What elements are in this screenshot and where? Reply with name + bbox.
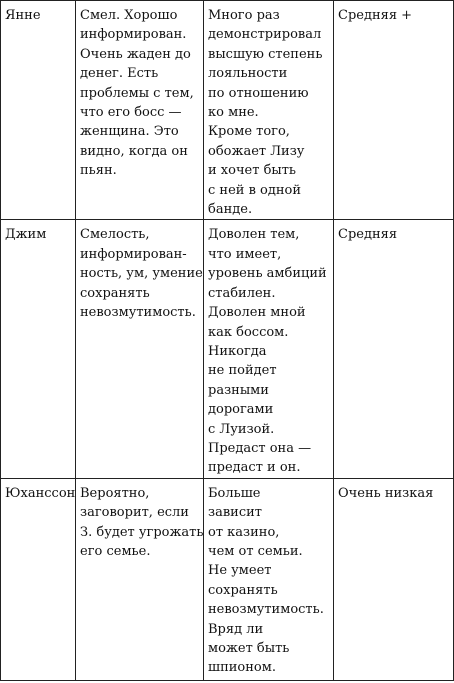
loyalty-cell xyxy=(204,1,334,220)
text-line: банде. xyxy=(208,202,253,218)
text-line: заговорит, если xyxy=(80,505,189,521)
text-line: женщина. Это xyxy=(80,124,179,140)
text-line: что имеет, xyxy=(208,246,282,262)
text-line: предаст и он. xyxy=(208,460,301,476)
qualities-cell xyxy=(76,478,204,680)
text-line: не пойдет xyxy=(208,363,277,379)
qualities-cell xyxy=(76,220,204,478)
text-line: информирован- xyxy=(80,246,187,262)
loyalty-cell xyxy=(204,478,334,680)
text-line: разными xyxy=(208,382,269,398)
text-line: стабилен. xyxy=(208,285,276,301)
text-line: уровень амбиций xyxy=(208,266,327,282)
text-line: высшую степень xyxy=(208,46,323,62)
text-line: что его босс — xyxy=(80,105,182,121)
text-line: зависит xyxy=(208,505,262,521)
text-line: Предаст она — xyxy=(208,440,312,456)
text-line: и хочет быть xyxy=(208,163,297,179)
text-line: как боссом. xyxy=(208,324,289,340)
text-line: Не умеет xyxy=(208,563,272,579)
text-line: Больше xyxy=(208,485,261,501)
text-line: Никогда xyxy=(208,343,267,359)
loyalty-cell xyxy=(204,220,334,478)
table-row xyxy=(1,220,454,478)
rating-cell: Средняя + xyxy=(334,1,454,220)
rating-cell: Средняя xyxy=(334,220,454,478)
text-line: Вряд ли xyxy=(208,621,264,637)
text-line: Вероятно, xyxy=(80,485,150,501)
text-line: Кроме того, xyxy=(208,124,290,140)
text-line: Смел. Хорошо xyxy=(80,8,178,23)
name-cell: Джим xyxy=(1,220,76,478)
text-line: Доволен мной xyxy=(208,305,306,321)
text-line: шпионом. xyxy=(208,660,276,676)
text-line: З. будет угрожать xyxy=(80,524,204,540)
name-cell: Юханссон xyxy=(1,478,76,680)
table-row xyxy=(1,478,454,680)
text-line: Доволен тем, xyxy=(208,227,300,243)
text-line: сохранять xyxy=(80,285,150,301)
text-line: от казино, xyxy=(208,524,280,540)
text-line: ность, ум, умение xyxy=(80,266,203,282)
text-line: сохранять xyxy=(208,582,278,598)
text-line: чем от семьи. xyxy=(208,543,303,559)
text-line: проблемы с тем, xyxy=(80,85,194,101)
text-line: его семье. xyxy=(80,543,151,559)
text-line: дорогами xyxy=(208,402,274,418)
text-line: лояльности xyxy=(208,66,288,82)
text-line: демонстрировал xyxy=(208,27,322,43)
text-line: пьян. xyxy=(80,163,117,179)
text-line: обожает Лизу xyxy=(208,143,305,159)
text-line: может быть xyxy=(208,641,290,656)
text-line: информирован. xyxy=(80,27,187,43)
name-cell: Янне xyxy=(1,1,76,220)
text-line: с ней в одной xyxy=(208,182,302,198)
text-line: денег. Есть xyxy=(80,66,159,82)
text-line: ко мне. xyxy=(208,105,259,121)
text-line: невозмутимость. xyxy=(208,602,324,618)
text-line: Много раз xyxy=(208,8,280,23)
rating-cell: Очень низкая xyxy=(334,478,454,680)
text-line: с Луизой. xyxy=(208,421,275,437)
text-line: Очень жаден до xyxy=(80,46,191,62)
text-line: по отношению xyxy=(208,85,309,101)
text-line: видно, когда он xyxy=(80,143,188,159)
qualities-cell xyxy=(76,1,204,220)
text-line: Смелость, xyxy=(80,227,150,243)
table-row xyxy=(1,1,454,220)
text-line: невозмутимость. xyxy=(80,305,196,321)
